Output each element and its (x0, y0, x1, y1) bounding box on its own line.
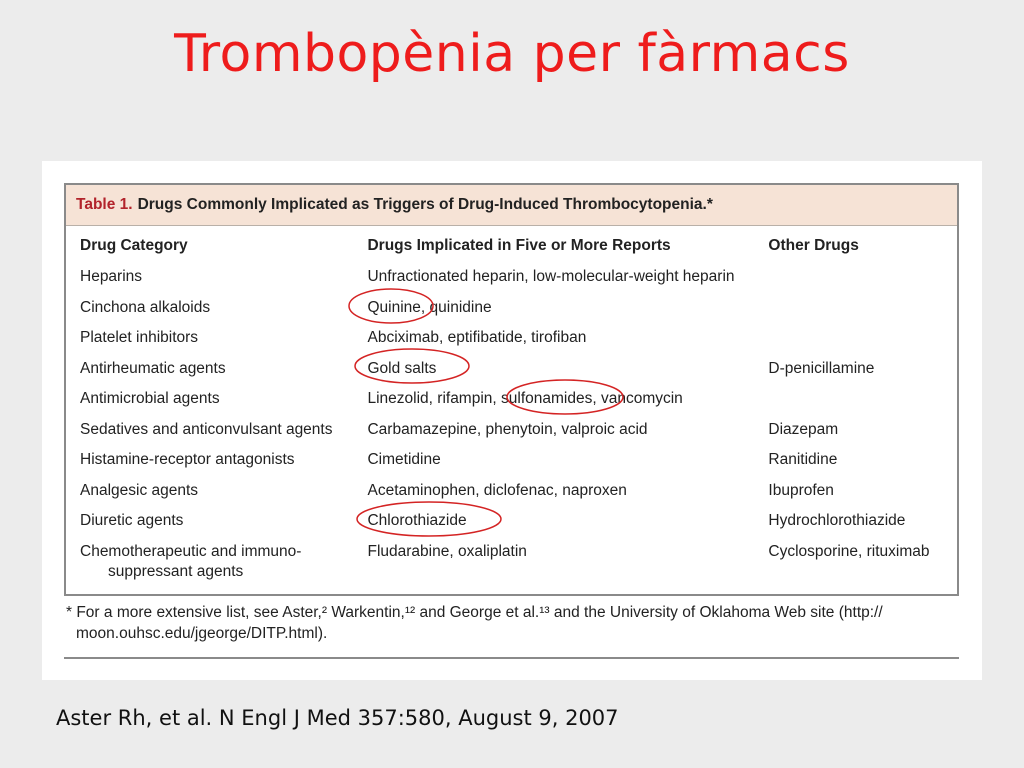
cell-category: Heparins (80, 268, 143, 285)
cell-other (768, 386, 957, 417)
cell-other: Diazepam (768, 420, 839, 438)
cell-category: Antirheumatic agents (80, 359, 226, 377)
cell-other (768, 295, 957, 326)
cell-category: Diuretic agents (80, 512, 184, 529)
cell-category: Sedatives and anticonvulsant agents (80, 420, 333, 438)
cell-other: Cyclosporine, rituximab (768, 542, 930, 560)
cell-other: D-penicillamine (768, 359, 875, 377)
bottom-rule (64, 657, 959, 659)
cell-category-line2: suppressant agents (108, 562, 244, 580)
citation: Aster Rh, et al. N Engl J Med 357:580, August 9, 2007 (56, 706, 619, 730)
header-other-drugs: Other Drugs (768, 237, 859, 254)
table-caption-label: Table 1. (76, 196, 133, 213)
table-row (66, 447, 957, 478)
drug-table (66, 234, 957, 582)
table-footnote (66, 602, 966, 644)
cell-other (768, 264, 957, 295)
table-row (66, 539, 957, 582)
cell-implicated: Abciximab, eptifibatide, tirofiban (367, 329, 587, 346)
cell-other: Hydrochlorothiazide (768, 512, 906, 529)
table-row (66, 417, 957, 448)
footnote-line2: moon.ouhsc.edu/jgeorge/DITP.html). (76, 625, 328, 642)
table-row (66, 508, 957, 539)
slide-title: Trombopènia per fàrmacs (174, 24, 850, 84)
cell-implicated: Cimetidine (367, 451, 441, 468)
cell-other: Ranitidine (768, 451, 838, 468)
cell-category: Cinchona alkaloids (80, 298, 211, 316)
header-drug-category: Drug Category (80, 237, 188, 254)
cell-implicated: Chlorothiazide (367, 512, 467, 529)
table-header-row (66, 234, 957, 264)
table-caption-text: Drugs Commonly Implicated as Triggers of Drug-Induced Thrombocytopenia.* (137, 196, 713, 213)
cell-implicated: Acetaminophen, diclofenac, naproxen (367, 481, 627, 499)
header-drugs-implicated: Drugs Implicated in Five or More Reports (367, 237, 671, 254)
table-row (66, 386, 957, 417)
cell-implicated: Fludarabine, oxaliplatin (367, 542, 527, 560)
cell-category (66, 539, 367, 582)
cell-other (768, 325, 957, 356)
footnote-line1: * For a more extensive list, see Aster,² Warkentin,¹² and George et al.¹³ and the University of Oklahoma Web site (http:// (66, 604, 883, 621)
table-row (66, 356, 957, 387)
table-row (66, 295, 957, 326)
cell-category: Analgesic agents (80, 481, 199, 499)
cell-category: Antimicrobial agents (80, 390, 220, 407)
cell-implicated: Carbamazepine, phenytoin, valproic acid (367, 420, 648, 438)
cell-implicated: Gold salts (367, 359, 437, 377)
table-figure (42, 161, 982, 680)
cell-implicated: Linezolid, rifampin, sulfonamides, vancomycin (367, 390, 683, 407)
table-row (66, 478, 957, 509)
cell-category: Histamine-receptor antagonists (80, 451, 295, 468)
cell-implicated: Quinine, quinidine (367, 298, 492, 316)
table-caption (66, 185, 957, 226)
cell-other: Ibuprofen (768, 481, 834, 499)
table-row (66, 325, 957, 356)
cell-category: Platelet inhibitors (80, 329, 199, 346)
cell-category-line1: Chemotherapeutic and immuno- (80, 542, 302, 560)
table-row (66, 264, 957, 295)
drug-table-box (64, 183, 959, 596)
cell-implicated: Unfractionated heparin, low-molecular-weight heparin (367, 268, 735, 285)
